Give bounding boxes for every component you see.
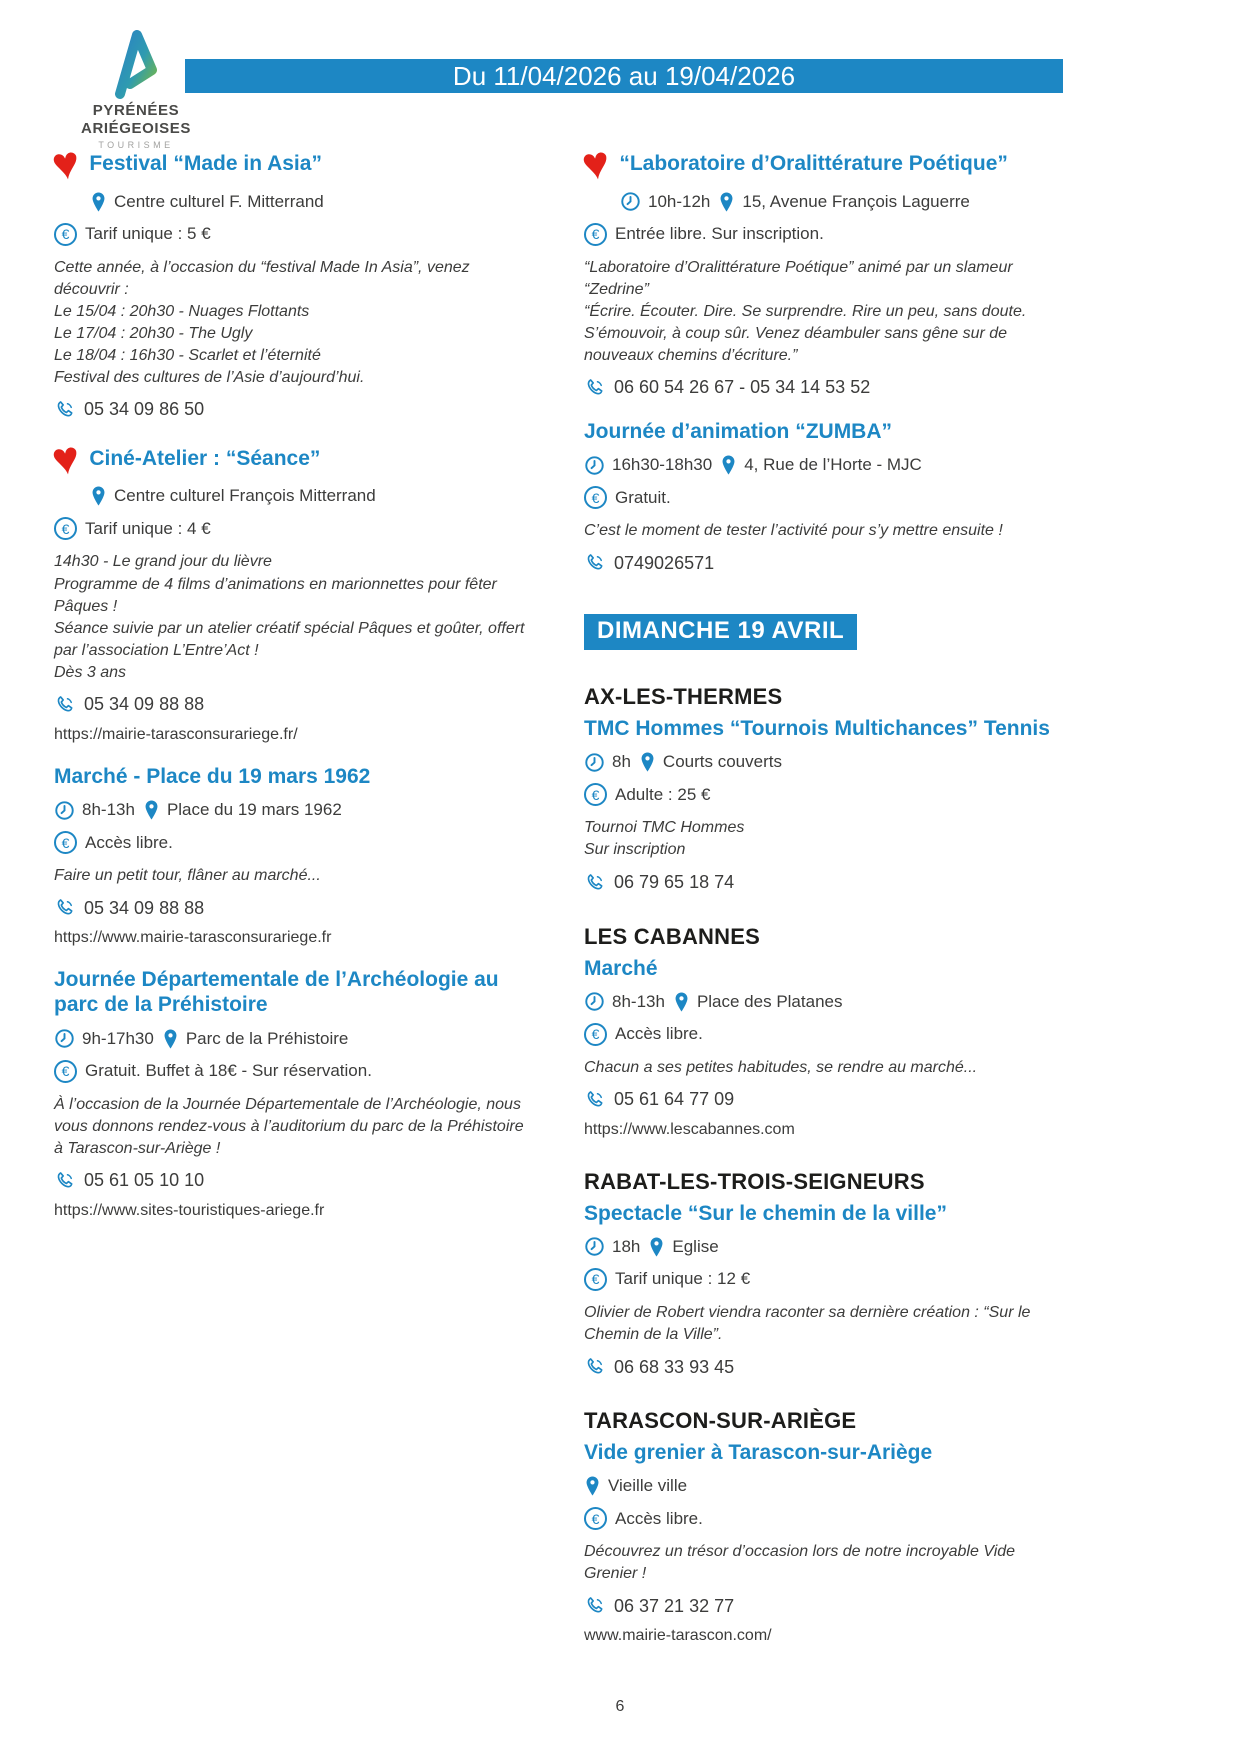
euro-icon: € bbox=[584, 1268, 607, 1291]
event-meta-row bbox=[90, 191, 534, 213]
event-description bbox=[584, 257, 1064, 367]
day-banner: DIMANCHE 19 AVRIL bbox=[584, 614, 857, 650]
favorite-heart-icon: ♥ bbox=[48, 430, 83, 486]
event-title: Vide grenier à Tarascon-sur-Ariège bbox=[584, 1441, 933, 1465]
event-price: Accès libre. bbox=[615, 1508, 703, 1528]
event-price: Accès libre. bbox=[615, 1024, 703, 1044]
description-line: À l’occasion de la Journée Départementale de l’Archéologie, nous vous donnons rendez-vous à l’auditorium du parc de la Préhistoire à Tarascon-sur-Ariège ! bbox=[54, 1095, 524, 1157]
location-pin-icon bbox=[718, 191, 735, 213]
euro-icon: € bbox=[54, 1060, 77, 1083]
event-title: Journée Départementale de l’Archéologie au parc de la Préhistoire bbox=[54, 968, 499, 1017]
event-meta-row bbox=[584, 751, 1064, 773]
event-time: 18h bbox=[612, 1236, 641, 1256]
event-url-link[interactable]: https://mairie-tarasconsurariege.fr/ bbox=[54, 725, 298, 743]
event-phone-row bbox=[54, 897, 534, 919]
city-name: AX-LES-THERMES bbox=[584, 684, 783, 710]
event-phone-row bbox=[584, 1356, 1064, 1378]
description-line: Programme de 4 films d’animations en marionnettes pour fêter Pâques ! bbox=[54, 575, 497, 615]
event-phone: 06 79 65 18 74 bbox=[614, 872, 735, 892]
event-price: Tarif unique : 5 € bbox=[85, 224, 211, 243]
event-description bbox=[584, 1541, 1064, 1585]
phone-icon bbox=[584, 1356, 606, 1378]
event-location: 15, Avenue François Laguerre bbox=[742, 191, 970, 211]
right-column bbox=[578, 135, 1064, 1645]
location-pin-icon bbox=[584, 1475, 601, 1497]
location-pin-icon bbox=[720, 454, 737, 476]
event-location: Parc de la Préhistoire bbox=[185, 1028, 349, 1048]
clock-icon bbox=[54, 800, 75, 821]
location-pin-icon bbox=[648, 1236, 665, 1258]
event-price: Tarif unique : 4 € bbox=[85, 518, 211, 538]
event-block bbox=[584, 419, 1064, 574]
location-pin-icon bbox=[673, 991, 690, 1013]
event-url-link[interactable]: www.mairie-tarascon.com/ bbox=[584, 1627, 772, 1645]
event-meta-row bbox=[584, 991, 1064, 1013]
description-line: Dès 3 ans bbox=[54, 663, 127, 681]
clock-icon bbox=[584, 1236, 605, 1257]
event-location: Eglise bbox=[672, 1236, 719, 1256]
logo-subtitle: TOURISME bbox=[98, 140, 174, 151]
city-section bbox=[584, 924, 1064, 1139]
phone-icon bbox=[584, 1089, 606, 1111]
event-phone-row bbox=[584, 1089, 1064, 1111]
description-line: Le 15/04 : 20h30 - Nuages Flottants bbox=[54, 302, 310, 320]
event-meta-row bbox=[54, 799, 534, 821]
location-pin-icon bbox=[143, 799, 160, 821]
event-title: Festival “Made in Asia” bbox=[89, 151, 322, 175]
euro-icon: € bbox=[54, 223, 77, 246]
event-price: Entrée libre. Sur inscription. bbox=[615, 224, 824, 243]
city-section bbox=[584, 1169, 1064, 1378]
event-location: Vieille ville bbox=[608, 1476, 688, 1496]
event-description bbox=[54, 865, 534, 887]
event-price-row bbox=[54, 831, 534, 854]
date-range-banner: Du 11/04/2026 au 19/04/2026 bbox=[185, 59, 1063, 93]
event-phone: 05 61 64 77 09 bbox=[614, 1089, 735, 1110]
description-line: Le 18/04 : 16h30 - Scarlet et l’éternité bbox=[54, 346, 321, 364]
event-description bbox=[584, 1302, 1064, 1346]
event-block bbox=[584, 1440, 1064, 1645]
clock-icon bbox=[584, 752, 605, 773]
event-phone-row bbox=[54, 1170, 534, 1192]
event-phone: 0749026571 bbox=[614, 552, 715, 573]
event-description bbox=[54, 1094, 534, 1160]
event-location: Centre culturel François Mitterrand bbox=[114, 486, 376, 506]
event-price-row bbox=[54, 1060, 534, 1083]
euro-icon: € bbox=[54, 831, 77, 854]
event-meta-row bbox=[90, 485, 534, 507]
description-line: “Écrire. Écouter. Dire. Se surprendre. Rire un peu, sans doute. S’émouvoir, à coup sûr. Venez déambuler sans gêne sur de nouveaux chemins d’écriture.” bbox=[584, 302, 1027, 364]
description-line: Découvrez un trésor d’occasion lors de notre incroyable Vide Grenier ! bbox=[584, 1543, 1016, 1583]
description-line: Tournoi TMC Hommes bbox=[584, 819, 745, 837]
event-meta-row bbox=[54, 1028, 534, 1050]
event-description bbox=[584, 817, 1064, 861]
event-phone: 05 34 09 88 88 bbox=[84, 694, 205, 715]
description-line: Séance suivie par un atelier créatif spécial Pâques et goûter, offert par l’association L’Entre’Act ! bbox=[54, 619, 525, 659]
event-block bbox=[584, 956, 1064, 1139]
event-time: 8h-13h bbox=[612, 991, 665, 1011]
euro-icon: € bbox=[584, 1023, 607, 1046]
event-phone: 05 34 09 88 88 bbox=[84, 897, 205, 918]
phone-icon bbox=[54, 399, 76, 421]
event-meta-row bbox=[584, 1475, 1064, 1497]
event-block bbox=[54, 967, 534, 1220]
clock-icon bbox=[620, 191, 641, 212]
location-pin-icon bbox=[90, 191, 107, 213]
event-url-link[interactable]: https://www.mairie-tarasconsurariege.fr bbox=[54, 929, 332, 947]
description-line: Chacun a ses petites habitudes, se rendre au marché... bbox=[584, 1058, 978, 1076]
euro-icon: € bbox=[584, 486, 607, 509]
logo-name-line2: ARIÉGEOISES bbox=[81, 119, 191, 137]
euro-icon: € bbox=[584, 223, 607, 246]
event-price-row bbox=[584, 1023, 1064, 1046]
description-line: Cette année, à l’occasion du “festival Made In Asia”, venez découvrir : bbox=[54, 258, 470, 298]
event-phone: 06 37 21 32 77 bbox=[614, 1595, 735, 1616]
event-description bbox=[584, 1057, 1064, 1079]
event-block bbox=[584, 1201, 1064, 1378]
favorite-heart-icon: ♥ bbox=[578, 135, 613, 191]
event-url-link[interactable]: https://www.lescabannes.com bbox=[584, 1120, 795, 1138]
event-price-row bbox=[54, 517, 534, 540]
event-time: 9h-17h30 bbox=[82, 1028, 154, 1048]
clock-icon bbox=[54, 1028, 75, 1049]
event-price-row bbox=[584, 486, 1064, 509]
event-title: Journée d’animation “ZUMBA” bbox=[584, 419, 893, 443]
event-location: 4, Rue de l’Horte - MJC bbox=[744, 455, 922, 475]
event-time: 8h bbox=[612, 752, 631, 772]
description-line: Faire un petit tour, flâner au marché... bbox=[54, 867, 321, 885]
event-location: Place du 19 mars 1962 bbox=[166, 800, 342, 820]
euro-icon: € bbox=[584, 783, 607, 806]
event-title: Marché bbox=[584, 956, 658, 980]
event-block bbox=[578, 135, 1064, 399]
event-phone-row bbox=[54, 694, 534, 716]
description-line: “Laboratoire d’Oralittérature Poétique” animé par un slameur “Zedrine” bbox=[584, 258, 1013, 298]
event-price: Adulte : 25 € bbox=[615, 784, 711, 804]
phone-icon bbox=[54, 1170, 76, 1192]
event-block bbox=[48, 430, 534, 744]
event-price: Gratuit. Buffet à 18€ - Sur réservation. bbox=[85, 1061, 372, 1081]
event-title: Spectacle “Sur le chemin de la ville” bbox=[584, 1201, 947, 1225]
event-title: Ciné-Atelier : “Séance” bbox=[89, 446, 321, 470]
description-line: 14h30 - Le grand jour du lièvre bbox=[54, 553, 272, 571]
event-url-link[interactable]: https://www.sites-touristiques-ariege.fr bbox=[54, 1201, 325, 1219]
event-phone: 06 60 54 26 67 - 05 34 14 53 52 bbox=[614, 377, 871, 398]
favorite-heart-icon: ♥ bbox=[48, 135, 83, 191]
event-description bbox=[584, 520, 1064, 542]
phone-icon bbox=[584, 1595, 606, 1617]
location-pin-icon bbox=[90, 485, 107, 507]
event-phone: 05 34 09 86 50 bbox=[84, 399, 205, 420]
phone-icon bbox=[584, 872, 606, 894]
event-phone-row bbox=[584, 552, 1064, 574]
location-pin-icon bbox=[162, 1028, 179, 1050]
phone-icon bbox=[54, 694, 76, 716]
description-line: C’est le moment de tester l’activité pour s’y mettre ensuite ! bbox=[584, 522, 1003, 540]
city-section bbox=[584, 684, 1064, 893]
phone-icon bbox=[54, 897, 76, 919]
event-title: “Laboratoire d’Oralittérature Poétique” bbox=[619, 151, 1008, 175]
city-name: RABAT-LES-TROIS-SEIGNEURS bbox=[584, 1168, 925, 1194]
event-block bbox=[54, 764, 534, 947]
event-meta-row bbox=[584, 454, 1064, 476]
event-phone-row bbox=[584, 872, 1064, 894]
event-title: Marché - Place du 19 mars 1962 bbox=[54, 764, 371, 788]
event-phone-row bbox=[584, 1595, 1064, 1617]
event-time: 16h30-18h30 bbox=[612, 455, 713, 475]
city-section bbox=[584, 1408, 1064, 1645]
event-meta-row bbox=[584, 1236, 1064, 1258]
clock-icon bbox=[584, 991, 605, 1012]
event-description bbox=[54, 551, 534, 683]
event-location: Courts couverts bbox=[662, 752, 782, 772]
location-pin-icon bbox=[639, 751, 656, 773]
description-line: Olivier de Robert viendra raconter sa dernière création : “Sur le Chemin de la Ville”. bbox=[584, 1303, 1031, 1344]
page-number: 6 bbox=[615, 1698, 625, 1715]
logo-a-icon bbox=[100, 28, 172, 102]
event-price: Tarif unique : 12 € bbox=[615, 1269, 751, 1289]
event-phone-row bbox=[54, 399, 534, 421]
event-price-row bbox=[584, 783, 1064, 806]
clock-icon bbox=[584, 455, 605, 476]
euro-icon: € bbox=[584, 1507, 607, 1530]
event-location: Centre culturel F. Mitterrand bbox=[114, 191, 324, 211]
content-columns bbox=[48, 135, 1194, 1645]
event-location: Place des Platanes bbox=[696, 991, 843, 1011]
event-phone: 05 61 05 10 10 bbox=[84, 1170, 205, 1191]
logo-name-line1: PYRÉNÉES bbox=[92, 102, 180, 119]
description-line: Le 17/04 : 20h30 - The Ugly bbox=[54, 324, 253, 342]
event-price-row bbox=[584, 1268, 1064, 1291]
description-line: Sur inscription bbox=[584, 841, 686, 859]
phone-icon bbox=[584, 552, 606, 574]
euro-icon: € bbox=[54, 517, 77, 540]
event-time: 10h-12h bbox=[648, 191, 711, 211]
event-description bbox=[54, 257, 534, 389]
city-name: TARASCON-SUR-ARIÈGE bbox=[584, 1408, 857, 1434]
event-price: Gratuit. bbox=[615, 487, 671, 507]
event-meta-row bbox=[620, 191, 1064, 213]
event-block bbox=[584, 716, 1064, 893]
event-title: TMC Hommes “Tournois Multichances” Tennis bbox=[584, 717, 1050, 741]
description-line: Festival des cultures de l’Asie d’aujourd’hui. bbox=[54, 368, 365, 386]
event-phone-row bbox=[584, 377, 1064, 399]
phone-icon bbox=[584, 377, 606, 399]
event-price-row bbox=[584, 1507, 1064, 1530]
event-price-row bbox=[584, 223, 1064, 246]
event-price-row bbox=[54, 223, 534, 246]
event-time: 8h-13h bbox=[82, 800, 135, 820]
event-price: Accès libre. bbox=[85, 832, 173, 852]
city-name: LES CABANNES bbox=[584, 923, 760, 949]
left-column bbox=[48, 135, 534, 1645]
event-phone: 06 68 33 93 45 bbox=[614, 1356, 735, 1377]
